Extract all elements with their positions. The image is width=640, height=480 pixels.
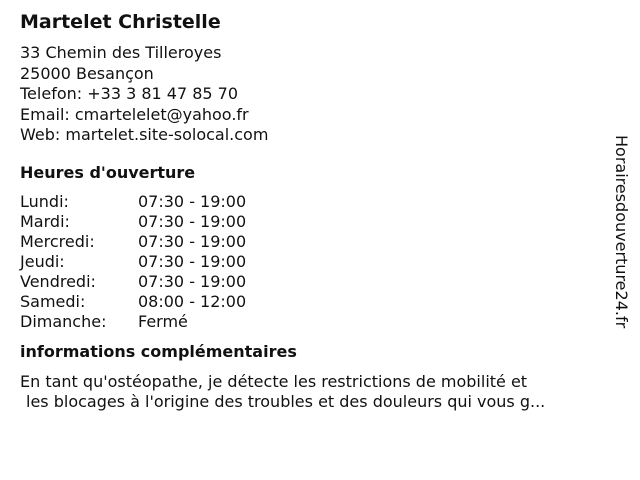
hours-row-lundi bbox=[20, 192, 600, 212]
site-watermark: Horairesdouverture24.fr bbox=[612, 135, 631, 329]
time-range: 07:30 - 19:00 bbox=[138, 211, 247, 231]
info-description bbox=[20, 372, 600, 412]
hours-row-vendredi bbox=[20, 272, 600, 292]
info-heading: informations complémentaires bbox=[20, 341, 297, 361]
info-line-1: En tant qu'ostéopathe, je détecte les restrictions de mobilité et bbox=[20, 371, 528, 391]
time-range: 07:30 - 19:00 bbox=[138, 271, 247, 291]
day-label: Lundi: bbox=[20, 191, 69, 211]
day-label: Mardi: bbox=[20, 211, 70, 231]
day-label: Dimanche: bbox=[20, 311, 107, 331]
day-label: Jeudi: bbox=[20, 251, 65, 271]
hours-heading: Heures d'ouverture bbox=[20, 162, 196, 182]
day-label: Mercredi: bbox=[20, 231, 95, 251]
contact-block bbox=[20, 43, 600, 146]
website-link[interactable]: Web: martelet.site-solocal.com bbox=[20, 125, 269, 144]
hours-row-dimanche bbox=[20, 312, 600, 332]
address-street: 33 Chemin des Tilleroyes bbox=[20, 43, 222, 62]
time-range: 08:00 - 12:00 bbox=[138, 291, 247, 311]
opening-hours-table bbox=[20, 192, 600, 332]
hours-row-samedi bbox=[20, 292, 600, 312]
time-range: 07:30 - 19:00 bbox=[138, 231, 247, 251]
day-label: Vendredi: bbox=[20, 271, 96, 291]
info-line-2: les blocages à l'origine des troubles et des douleurs qui vous g... bbox=[26, 391, 546, 411]
email-address[interactable]: Email: cmartelelet@yahoo.fr bbox=[20, 104, 249, 124]
day-label: Samedi: bbox=[20, 291, 86, 311]
hours-row-jeudi bbox=[20, 252, 600, 272]
phone-number[interactable]: Telefon: +33 3 81 47 85 70 bbox=[20, 84, 239, 103]
business-name: Martelet Christelle bbox=[20, 11, 221, 33]
business-card bbox=[20, 10, 600, 412]
hours-row-mercredi bbox=[20, 232, 600, 252]
time-range: Fermé bbox=[138, 311, 188, 331]
hours-row-mardi bbox=[20, 212, 600, 232]
time-range: 07:30 - 19:00 bbox=[138, 251, 247, 271]
time-range: 07:30 - 19:00 bbox=[138, 191, 247, 211]
address-city: 25000 Besançon bbox=[20, 63, 154, 83]
